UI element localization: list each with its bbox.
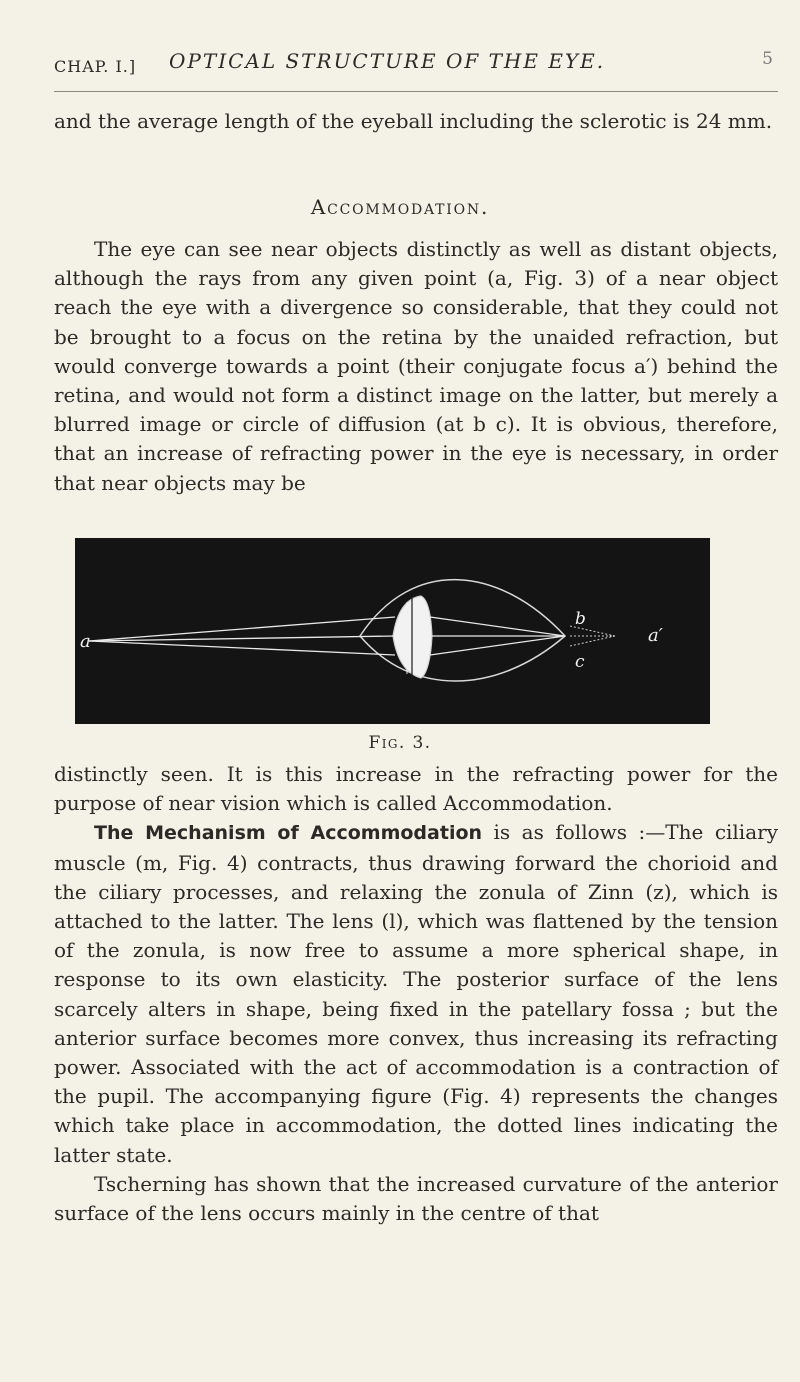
final-paragraph: Tscherning has shown that the increased curvature of the anterior surface of the lens occurs mainly in the centre of that <box>54 1171 778 1226</box>
intro-text <box>54 107 778 136</box>
chapter-label: CHAP. I.] <box>54 57 137 76</box>
page-number: 5 <box>762 49 774 69</box>
label-b: b <box>575 609 586 629</box>
page-running-title: OPTICAL STRUCTURE OF THE EYE. <box>169 49 606 73</box>
label-a-prime: a′ <box>648 625 663 646</box>
eye-diagram <box>75 538 710 724</box>
running-header <box>54 49 774 79</box>
mechanism-lead: The Mechanism of Accommodation <box>94 822 483 845</box>
header-rule <box>54 91 778 92</box>
section-heading: Accommodation. <box>310 195 490 219</box>
figure-background <box>75 538 710 724</box>
label-c: c <box>575 652 585 672</box>
label-a: a <box>80 631 91 652</box>
mechanism-paragraph <box>54 818 778 1169</box>
continuation-paragraph: distinctly seen. It is this increase in the refracting power for the purpose of near vision which is called Accommodation. <box>54 762 778 816</box>
accommodation-paragraph: The eye can see near objects distinctly as well as distant objects, although the rays from any given point (a, Fig. 3) of a near object reach the eye with a divergence so considerable, that they could not be brought to a focus on the retina by the unaided refraction, but would converge towards a point (their conjugate focus a′) behind the retina, and would not form a distinct image on the latter, but merely a blurred image or circle of diffusion (at b c). It is obvious, therefore, that an increase of refracting power in the eye is necessary, in order that near objects may be <box>54 237 778 495</box>
accommodation-text <box>54 235 778 498</box>
body-text-after-figure <box>54 760 778 1228</box>
figure-caption: Fig. 3. <box>368 733 432 753</box>
figure-3 <box>75 538 710 724</box>
mechanism-text: is as follows :—The ciliary muscle (m, Fig. 4) contracts, thus drawing forward the chorioid and the ciliary processes, and relaxing the zonula of Zinn (z), which is attached to the latter. The lens (l), which was flattened by the tension of the zonula, is now free to assume a more spherical shape, in response to its own elasticity. The posterior surface of the lens scarcely alters in shape, being fixed in the patellary fossa ; but the anterior surface becomes more convex, thus increasing its refracting power. Associated with the act of accommodation is a contraction of the pupil. The accompanying figure (Fig. 4) represents the changes which take place in accommodation, the dotted lines indicating the latter state. <box>54 820 778 1167</box>
intro-paragraph: and the average length of the eyeball including the sclerotic is 24 mm. <box>54 109 773 133</box>
